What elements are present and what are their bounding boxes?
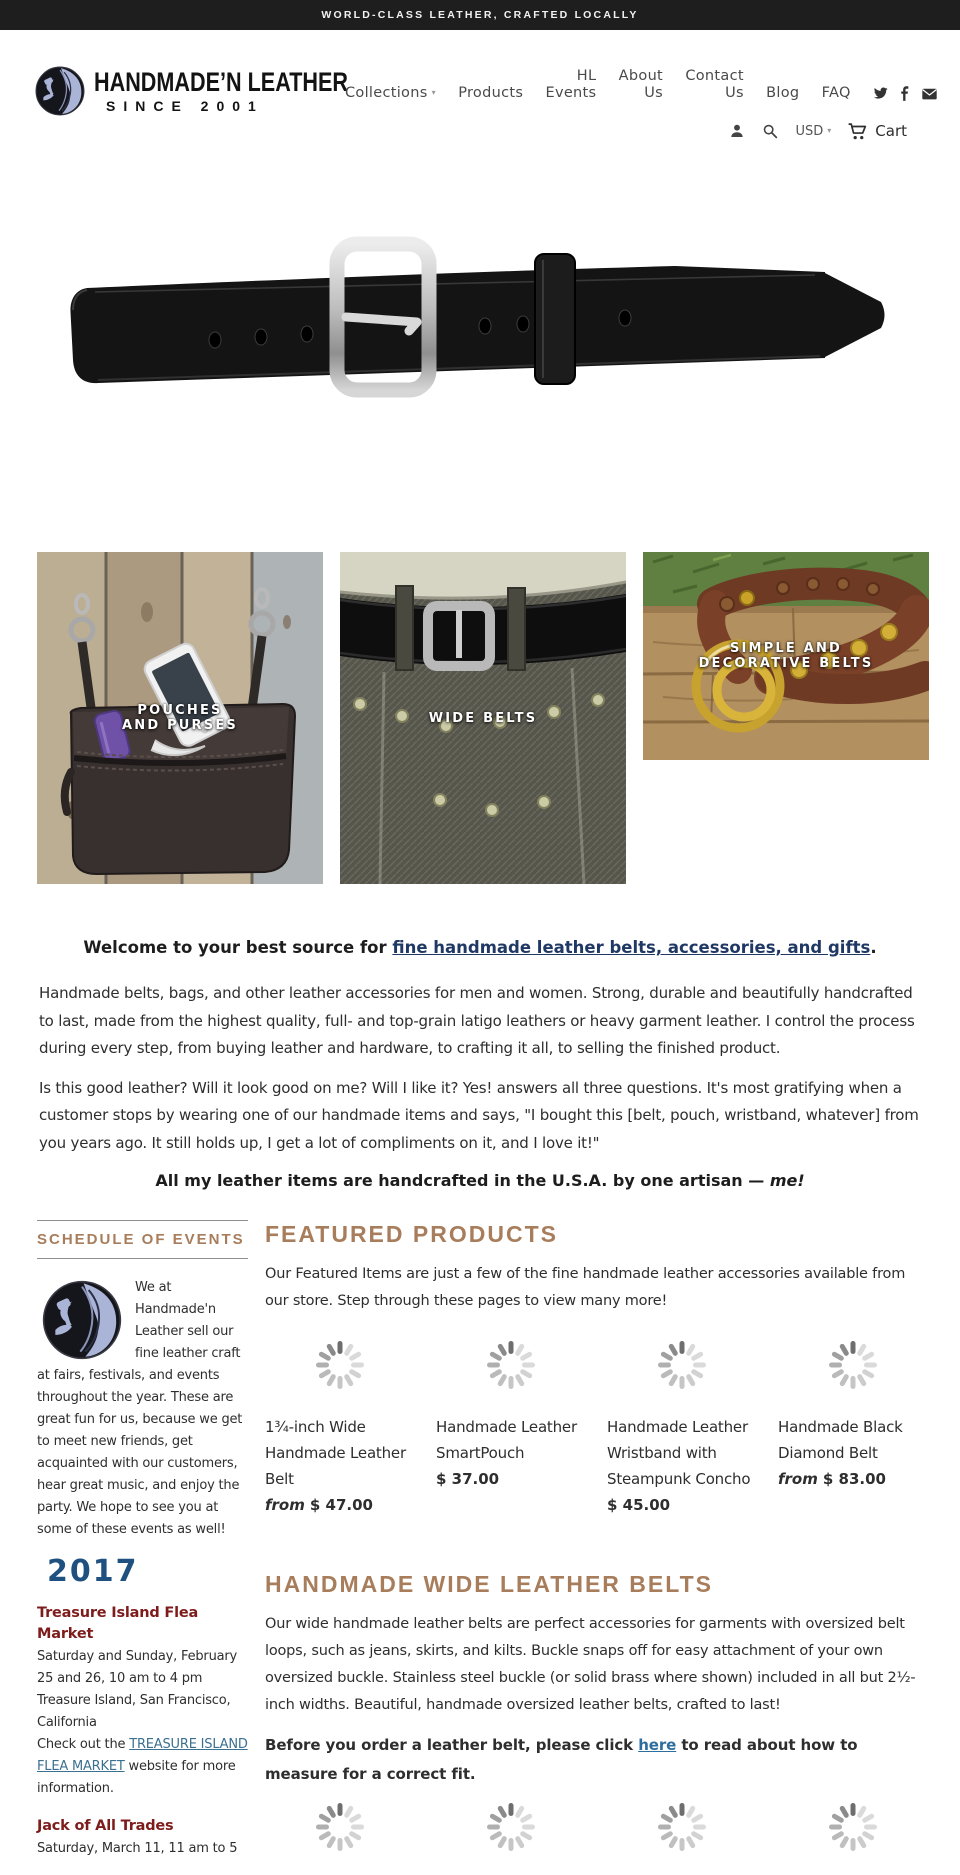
currency-value: USD <box>795 123 824 139</box>
caption-line: DECORATIVE BELTS <box>698 656 874 671</box>
caption-line: AND PURSES <box>122 718 238 733</box>
event-name: Jack of All Trades <box>37 1818 174 1834</box>
event-note-text: Check out the <box>37 1737 130 1752</box>
wide-belts-section <box>265 1570 927 1853</box>
main-nav <box>345 68 937 102</box>
product-price <box>607 1492 757 1518</box>
currency-selector[interactable] <box>795 124 831 139</box>
featured-product-grid <box>265 1328 927 1518</box>
product-title[interactable]: Handmade Black Diamond Belt <box>778 1418 903 1462</box>
brand-name: HANDMADE’N LEATHER <box>94 67 348 97</box>
main-column <box>265 1220 927 1853</box>
nav-hl-events[interactable] <box>545 68 596 102</box>
artisan-statement <box>0 1169 960 1193</box>
nav-label: HL <box>576 68 597 84</box>
price-from-label: from <box>265 1496 305 1514</box>
header <box>0 30 960 145</box>
collection-caption <box>643 552 929 760</box>
caption-line: WIDE BELTS <box>428 710 538 726</box>
loading-spinner-icon <box>314 1801 366 1853</box>
artisan-text: All my leather items are handcrafted in the U.S.A. by one artisan — <box>155 1171 770 1190</box>
welcome-text: Welcome to your best source for <box>83 938 393 957</box>
sidebar-about-text: We at Handmade'n Leather sell our fine leather craft at fairs, festivals, and events throughout the year. These are great fun for us, because we get to meet new friends, get acquainted with our customers, hear great music, and enjoy the party. We hope to see you at some of these events as well! <box>37 1280 243 1537</box>
product-card <box>436 1328 586 1518</box>
event-name: Treasure Island Flea Market <box>37 1605 199 1642</box>
product-image-loading <box>265 1801 415 1853</box>
nav-blog[interactable] <box>766 85 799 102</box>
nav-about-us[interactable] <box>619 68 663 102</box>
product-image-loading <box>607 1328 757 1402</box>
nav-label: Us <box>725 85 744 101</box>
utility-bar <box>729 122 907 140</box>
collection-wide-belts[interactable] <box>340 552 626 884</box>
product-price <box>265 1492 415 1518</box>
nav-contact-us[interactable] <box>685 68 744 102</box>
product-card <box>607 1328 757 1518</box>
nav-collections[interactable] <box>345 84 436 102</box>
collection-pouches-purses[interactable] <box>37 552 323 884</box>
event-dates: Saturday and Sunday, February 25 and 26, 10 am to 4 pm <box>37 1649 238 1686</box>
featured-products-intro: Our Featured Items are just a few of the fine handmade leather accessories available from our store. Step through these pages to view many more! <box>265 1266 906 1309</box>
cart-label: Cart <box>875 122 907 140</box>
chevron-down-icon: ▾ <box>827 125 832 135</box>
nav-label: Blog <box>766 85 800 101</box>
nav-label: Products <box>458 85 524 101</box>
collection-grid <box>0 552 960 884</box>
price-amount: $ 83.00 <box>822 1470 886 1488</box>
product-image-loading <box>436 1328 586 1402</box>
account-icon[interactable] <box>729 123 745 139</box>
event-location: Treasure Island, San Francisco, California <box>37 1693 231 1730</box>
cart-button[interactable] <box>848 122 907 140</box>
product-title[interactable]: 1¾-inch Wide Handmade Leather Belt <box>265 1418 406 1488</box>
schedule-year: 2017 <box>47 1554 139 1589</box>
product-card <box>778 1328 928 1518</box>
featured-products-heading: FEATURED PRODUCTS <box>265 1221 558 1247</box>
loading-spinner-icon <box>485 1339 537 1391</box>
product-card <box>265 1328 415 1518</box>
loading-spinner-icon <box>656 1339 708 1391</box>
price-amount: $ 47.00 <box>309 1496 373 1514</box>
product-image-loading <box>265 1328 415 1402</box>
nav-label: Contact <box>685 68 744 84</box>
announcement-bar <box>0 0 960 30</box>
measure-here-link[interactable]: here <box>638 1736 677 1754</box>
sidebar-emblem-icon <box>42 1280 122 1360</box>
caption-line: POUCHES <box>137 703 223 718</box>
loading-spinner-icon <box>656 1801 708 1853</box>
nav-products[interactable] <box>458 85 523 102</box>
product-image-loading <box>436 1801 586 1853</box>
welcome-text: . <box>870 938 877 957</box>
event-note <box>37 1734 248 1800</box>
product-image-loading <box>778 1801 928 1853</box>
nav-label: Us <box>644 85 664 101</box>
nav-faq[interactable] <box>822 85 851 102</box>
product-title[interactable]: Handmade Leather Wristband with Steampunk Concho <box>607 1418 751 1488</box>
nav-label: Collections <box>345 85 428 101</box>
wide-belts-product-grid-loading <box>265 1801 927 1853</box>
event-item <box>37 1816 248 1860</box>
intro-copy <box>39 980 930 1157</box>
wide-belts-intro: Our wide handmade leather belts are perfect accessories for garments with oversized belt loops, such as jeans, skirts, and kilts. Buckle snaps off for easy attachment of your own oversized buckle. Stainless steel buckle (or solid brass where shown) included in all but 2½-inch widths. Beautiful, handmade oversized leather belts, crafted to last! <box>265 1616 916 1713</box>
measure-cta <box>265 1731 927 1789</box>
loading-spinner-icon <box>485 1801 537 1853</box>
product-price <box>778 1466 928 1492</box>
brand-emblem-icon <box>35 66 85 116</box>
event-item <box>37 1603 248 1800</box>
nav-label: About <box>618 68 664 84</box>
cta-text: Before you order a leather belt, please click <box>265 1736 639 1754</box>
product-price <box>436 1466 586 1492</box>
welcome-link[interactable]: fine handmade leather belts, accessories, and gifts <box>392 938 871 957</box>
welcome-heading <box>0 936 960 960</box>
cart-icon <box>848 123 867 140</box>
announcement-text: WORLD-CLASS LEATHER, CRAFTED LOCALLY <box>321 9 639 21</box>
sidebar <box>37 1220 248 1860</box>
loading-spinner-icon <box>827 1801 879 1853</box>
hero-banner[interactable] <box>0 145 960 552</box>
facebook-icon[interactable] <box>901 86 909 101</box>
sidebar-about <box>37 1277 248 1541</box>
event-note-text: website for more information. <box>37 1759 236 1796</box>
nav-label: Events <box>545 85 597 101</box>
wide-belts-heading: HANDMADE WIDE LEATHER BELTS <box>265 1571 713 1597</box>
content-columns <box>0 1220 960 1860</box>
product-title[interactable]: Handmade Leather SmartPouch <box>436 1418 577 1462</box>
sidebar-heading: SCHEDULE OF EVENTS <box>37 1220 248 1259</box>
collection-caption <box>340 552 626 884</box>
twitter-icon[interactable] <box>873 87 888 100</box>
product-image-loading <box>607 1801 757 1853</box>
collection-caption <box>37 552 323 884</box>
brand-since: SINCE 2001 <box>106 98 264 114</box>
loading-spinner-icon <box>827 1339 879 1391</box>
caption-line: SIMPLE AND <box>729 641 843 656</box>
cta-text: to read about how to measure for a correct fit. <box>265 1736 858 1783</box>
loading-spinner-icon <box>314 1339 366 1391</box>
product-image-loading <box>778 1328 928 1402</box>
artisan-emphasis: me! <box>769 1171 805 1190</box>
nav-label: FAQ <box>821 85 851 101</box>
collection-simple-decorative-belts[interactable] <box>643 552 929 760</box>
price-amount: $ 45.00 <box>607 1496 671 1514</box>
price-amount: $ 37.00 <box>436 1470 500 1488</box>
search-icon[interactable] <box>762 123 778 139</box>
social-links <box>873 86 937 102</box>
event-dates: Saturday, March 11, 11 am to 5 <box>37 1841 238 1856</box>
price-from-label: from <box>778 1470 818 1488</box>
intro-paragraph-2: Is this good leather? Will it look good on me? Will I like it? Yes! answers all three questions. It's most gratifying when a customer stops by wearing one of our handmade items and says, "I bought this [belt, pouch, wristband, whatever] from you years ago. It still holds up, I get a lot of compliments on it, and I love it!" <box>39 1078 919 1152</box>
chevron-down-icon: ▾ <box>431 88 436 97</box>
event-website-link[interactable]: TREASURE ISLAND FLEA MARKET <box>37 1737 248 1774</box>
intro-paragraph-1: Handmade belts, bags, and other leather accessories for men and women. Strong, durable and beautifully handcrafted to last, made from the highest quality, full- and top-grain latigo leathers or heavy garment leather. I control the process during every step, from buying leather and hardware, to crafting it all, to selling the finished product. <box>39 984 915 1057</box>
hero-belt-image <box>65 230 895 405</box>
email-icon[interactable] <box>922 88 937 100</box>
